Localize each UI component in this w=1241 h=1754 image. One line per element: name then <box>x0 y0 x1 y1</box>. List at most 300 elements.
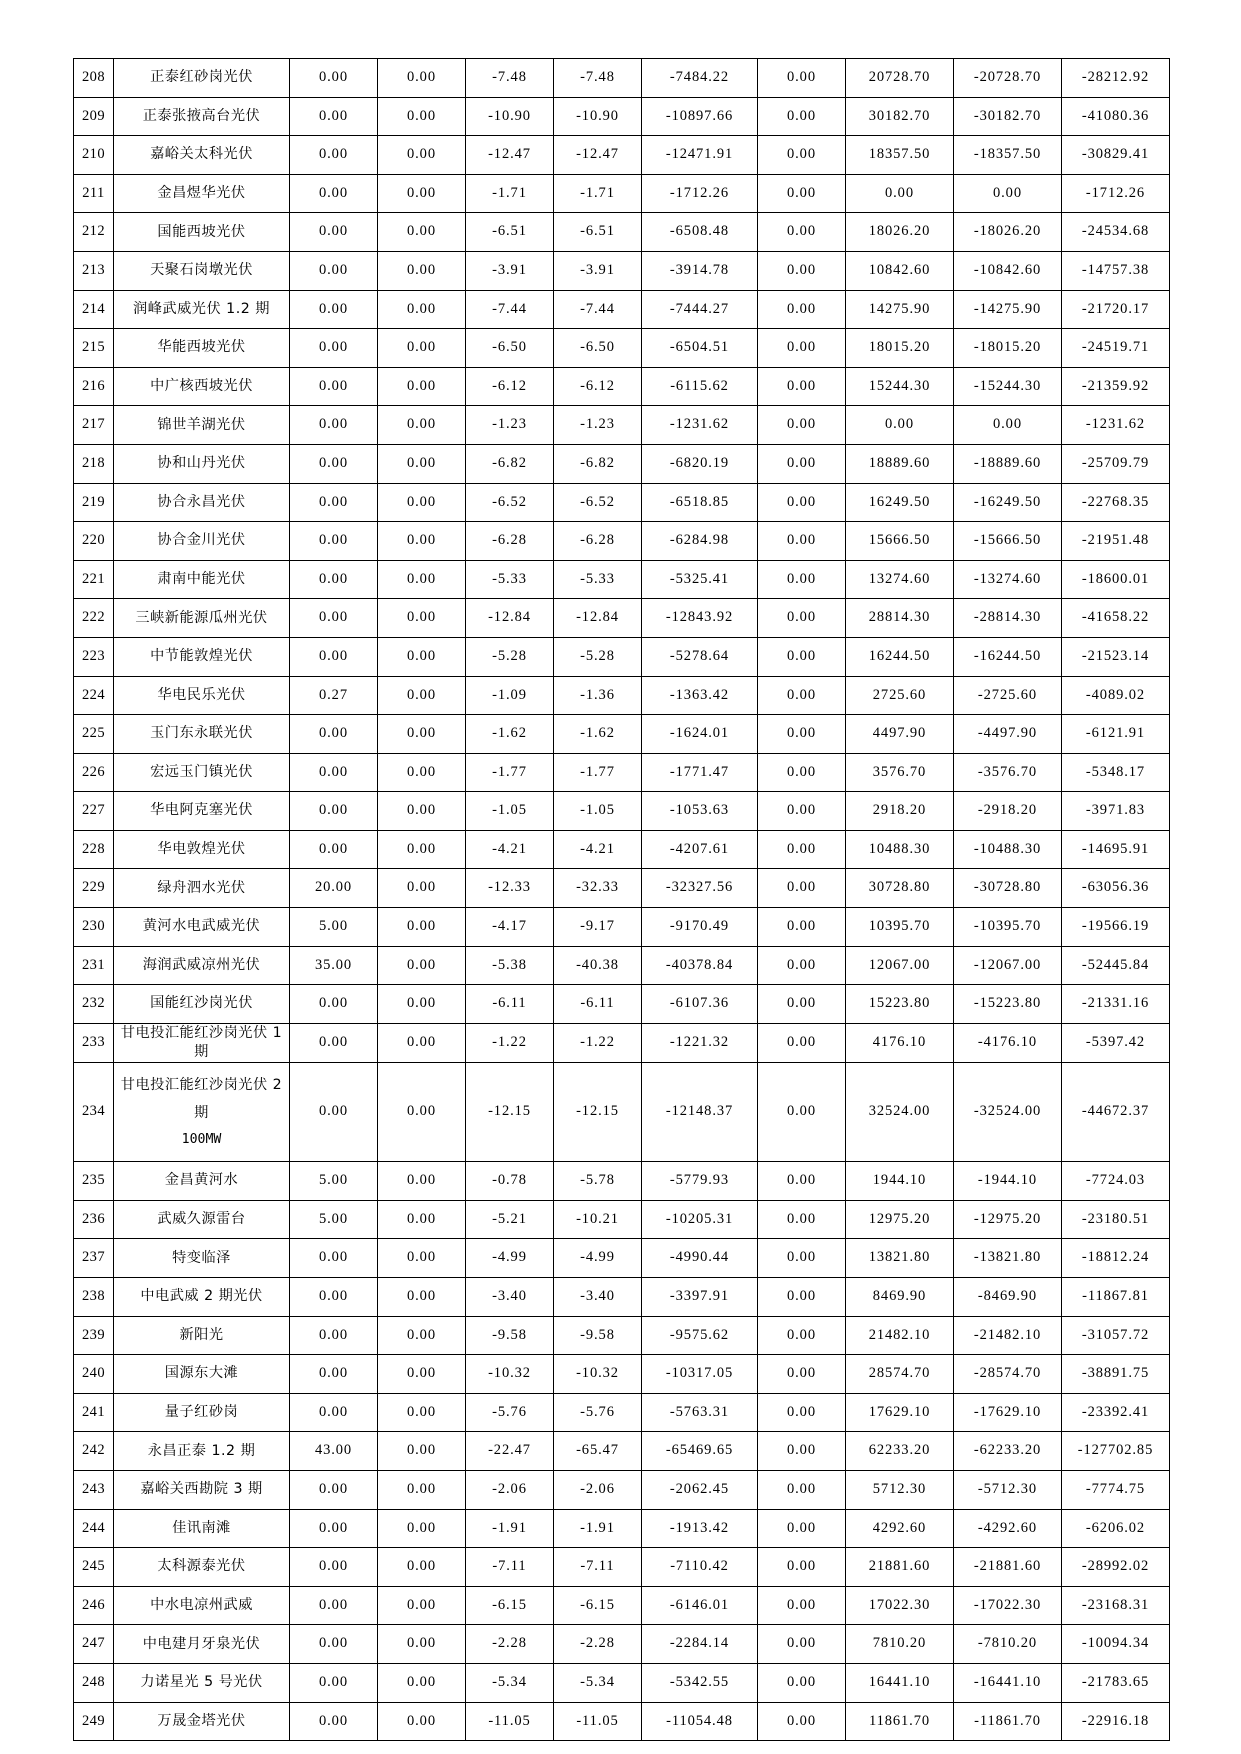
table-body <box>74 59 1170 1741</box>
value-cell-v2: 0.00 <box>378 367 466 406</box>
row-index-cell: 220 <box>74 522 114 561</box>
value-cell-v8: -30728.80 <box>954 869 1062 908</box>
value-cell-v4: -11.05 <box>554 1702 642 1741</box>
station-name-cell: 永昌正泰 1.2 期 <box>114 1432 290 1471</box>
station-name-cell: 金昌煜华光伏 <box>114 174 290 213</box>
value-cell-v1: 0.00 <box>290 715 378 754</box>
row-index-cell: 244 <box>74 1509 114 1548</box>
value-cell-v7: 2725.60 <box>846 676 954 715</box>
value-cell-v7: 15666.50 <box>846 522 954 561</box>
value-cell-v4: -10.21 <box>554 1200 642 1239</box>
value-cell-v7: 30728.80 <box>846 869 954 908</box>
value-cell-v3: -1.71 <box>466 174 554 213</box>
row-index-cell: 240 <box>74 1355 114 1394</box>
value-cell-v5: -2284.14 <box>642 1625 758 1664</box>
value-cell-v1: 20.00 <box>290 869 378 908</box>
value-cell-v5: -7484.22 <box>642 59 758 98</box>
row-index-cell: 236 <box>74 1200 114 1239</box>
value-cell-v2: 0.00 <box>378 1393 466 1432</box>
value-cell-v3: -12.47 <box>466 136 554 175</box>
value-cell-v1: 0.00 <box>290 1548 378 1587</box>
value-cell-v7: 7810.20 <box>846 1625 954 1664</box>
value-cell-v7: 13821.80 <box>846 1239 954 1278</box>
value-cell-v1: 0.00 <box>290 483 378 522</box>
value-cell-v7: 32524.00 <box>846 1063 954 1162</box>
value-cell-v2: 0.00 <box>378 1509 466 1548</box>
station-name-cell: 华电民乐光伏 <box>114 676 290 715</box>
table-row <box>74 830 1170 869</box>
value-cell-v3: -6.15 <box>466 1586 554 1625</box>
value-cell-v1: 0.00 <box>290 406 378 445</box>
row-index-cell: 247 <box>74 1625 114 1664</box>
value-cell-v9: -11867.81 <box>1062 1277 1170 1316</box>
value-cell-v1: 0.27 <box>290 676 378 715</box>
station-name-cell: 中电建月牙泉光伏 <box>114 1625 290 1664</box>
value-cell-v6: 0.00 <box>758 329 846 368</box>
value-cell-v5: -1913.42 <box>642 1509 758 1548</box>
table-row <box>74 560 1170 599</box>
value-cell-v9: -28212.92 <box>1062 59 1170 98</box>
table-row <box>74 1239 1170 1278</box>
value-cell-v3: -6.52 <box>466 483 554 522</box>
row-index-cell: 246 <box>74 1586 114 1625</box>
value-cell-v4: -1.23 <box>554 406 642 445</box>
value-cell-v6: 0.00 <box>758 213 846 252</box>
station-name-cell: 黄河水电武威光伏 <box>114 908 290 947</box>
table-row <box>74 1200 1170 1239</box>
value-cell-v6: 0.00 <box>758 136 846 175</box>
value-cell-v9: -21720.17 <box>1062 290 1170 329</box>
table-row <box>74 367 1170 406</box>
value-cell-v1: 0.00 <box>290 97 378 136</box>
value-cell-v1: 0.00 <box>290 1063 378 1162</box>
value-cell-v6: 0.00 <box>758 1200 846 1239</box>
value-cell-v6: 0.00 <box>758 59 846 98</box>
value-cell-v9: -14757.38 <box>1062 251 1170 290</box>
table-row <box>74 1162 1170 1201</box>
value-cell-v9: -31057.72 <box>1062 1316 1170 1355</box>
value-cell-v7: 4497.90 <box>846 715 954 754</box>
row-index-cell: 226 <box>74 753 114 792</box>
value-cell-v3: -1.91 <box>466 1509 554 1548</box>
value-cell-v5: -7110.42 <box>642 1548 758 1587</box>
value-cell-v8: -16244.50 <box>954 637 1062 676</box>
value-cell-v5: -1221.32 <box>642 1023 758 1062</box>
value-cell-v6: 0.00 <box>758 715 846 754</box>
value-cell-v9: -21359.92 <box>1062 367 1170 406</box>
value-cell-v4: -65.47 <box>554 1432 642 1471</box>
value-cell-v8: -17629.10 <box>954 1393 1062 1432</box>
value-cell-v8: -18015.20 <box>954 329 1062 368</box>
value-cell-v4: -10.32 <box>554 1355 642 1394</box>
value-cell-v1: 0.00 <box>290 637 378 676</box>
value-cell-v8: -4292.60 <box>954 1509 1062 1548</box>
value-cell-v8: -62233.20 <box>954 1432 1062 1471</box>
value-cell-v8: -18026.20 <box>954 213 1062 252</box>
value-cell-v6: 0.00 <box>758 1393 846 1432</box>
row-index-cell: 224 <box>74 676 114 715</box>
value-cell-v9: -21331.16 <box>1062 985 1170 1024</box>
value-cell-v9: -25709.79 <box>1062 444 1170 483</box>
value-cell-v8: -11861.70 <box>954 1702 1062 1741</box>
row-index-cell: 215 <box>74 329 114 368</box>
value-cell-v3: -5.28 <box>466 637 554 676</box>
value-cell-v1: 0.00 <box>290 1663 378 1702</box>
value-cell-v9: -23392.41 <box>1062 1393 1170 1432</box>
value-cell-v8: -3576.70 <box>954 753 1062 792</box>
table-row <box>74 406 1170 445</box>
value-cell-v9: -19566.19 <box>1062 908 1170 947</box>
value-cell-v4: -5.28 <box>554 637 642 676</box>
value-cell-v4: -9.58 <box>554 1316 642 1355</box>
value-cell-v2: 0.00 <box>378 1239 466 1278</box>
value-cell-v6: 0.00 <box>758 637 846 676</box>
value-cell-v4: -6.50 <box>554 329 642 368</box>
value-cell-v6: 0.00 <box>758 830 846 869</box>
value-cell-v3: -5.34 <box>466 1663 554 1702</box>
value-cell-v5: -1712.26 <box>642 174 758 213</box>
value-cell-v7: 16249.50 <box>846 483 954 522</box>
value-cell-v7: 4176.10 <box>846 1023 954 1062</box>
value-cell-v3: -10.32 <box>466 1355 554 1394</box>
station-name-cell: 新阳光 <box>114 1316 290 1355</box>
value-cell-v2: 0.00 <box>378 985 466 1024</box>
value-cell-v3: -4.99 <box>466 1239 554 1278</box>
value-cell-v8: -4497.90 <box>954 715 1062 754</box>
value-cell-v6: 0.00 <box>758 483 846 522</box>
value-cell-v3: -1.77 <box>466 753 554 792</box>
value-cell-v2: 0.00 <box>378 522 466 561</box>
value-cell-v6: 0.00 <box>758 251 846 290</box>
station-name-cell: 中电武威 2 期光伏 <box>114 1277 290 1316</box>
value-cell-v8: -1944.10 <box>954 1162 1062 1201</box>
value-cell-v2: 0.00 <box>378 637 466 676</box>
table-row <box>74 1316 1170 1355</box>
table-row <box>74 1432 1170 1471</box>
value-cell-v4: -9.17 <box>554 908 642 947</box>
table-row <box>74 599 1170 638</box>
station-name-cell: 国能红沙岗光伏 <box>114 985 290 1024</box>
table-row <box>74 329 1170 368</box>
value-cell-v6: 0.00 <box>758 367 846 406</box>
value-cell-v6: 0.00 <box>758 406 846 445</box>
station-name-cell: 协合金川光伏 <box>114 522 290 561</box>
value-cell-v3: -10.90 <box>466 97 554 136</box>
value-cell-v7: 15223.80 <box>846 985 954 1024</box>
station-name-cell: 天聚石岗墩光伏 <box>114 251 290 290</box>
value-cell-v7: 14275.90 <box>846 290 954 329</box>
value-cell-v1: 35.00 <box>290 946 378 985</box>
value-cell-v2: 0.00 <box>378 59 466 98</box>
value-cell-v4: -12.47 <box>554 136 642 175</box>
value-cell-v6: 0.00 <box>758 560 846 599</box>
value-cell-v1: 5.00 <box>290 1162 378 1201</box>
value-cell-v5: -6284.98 <box>642 522 758 561</box>
station-name-cell: 金昌黄河水 <box>114 1162 290 1201</box>
value-cell-v3: -0.78 <box>466 1162 554 1201</box>
value-cell-v6: 0.00 <box>758 1625 846 1664</box>
value-cell-v9: -1712.26 <box>1062 174 1170 213</box>
value-cell-v1: 5.00 <box>290 908 378 947</box>
value-cell-v6: 0.00 <box>758 1023 846 1062</box>
station-name-cell: 协和山丹光伏 <box>114 444 290 483</box>
value-cell-v8: -8469.90 <box>954 1277 1062 1316</box>
value-cell-v8: -28574.70 <box>954 1355 1062 1394</box>
station-name-cell <box>114 1063 290 1162</box>
row-index-cell: 213 <box>74 251 114 290</box>
value-cell-v3: -12.15 <box>466 1063 554 1162</box>
value-cell-v9: -127702.85 <box>1062 1432 1170 1471</box>
value-cell-v5: -6115.62 <box>642 367 758 406</box>
value-cell-v2: 0.00 <box>378 97 466 136</box>
value-cell-v1: 0.00 <box>290 1586 378 1625</box>
value-cell-v7: 10842.60 <box>846 251 954 290</box>
table-row <box>74 753 1170 792</box>
value-cell-v9: -7724.03 <box>1062 1162 1170 1201</box>
table-row <box>74 1063 1170 1162</box>
value-cell-v3: -9.58 <box>466 1316 554 1355</box>
table-row <box>74 1277 1170 1316</box>
value-cell-v6: 0.00 <box>758 1663 846 1702</box>
value-cell-v8: -17022.30 <box>954 1586 1062 1625</box>
table-row <box>74 1393 1170 1432</box>
value-cell-v6: 0.00 <box>758 676 846 715</box>
value-cell-v4: -12.84 <box>554 599 642 638</box>
value-cell-v5: -5278.64 <box>642 637 758 676</box>
value-cell-v8: -16249.50 <box>954 483 1062 522</box>
value-cell-v6: 0.00 <box>758 753 846 792</box>
value-cell-v8: -15244.30 <box>954 367 1062 406</box>
station-name-cell: 特变临泽 <box>114 1239 290 1278</box>
value-cell-v7: 16441.10 <box>846 1663 954 1702</box>
value-cell-v9: -22916.18 <box>1062 1702 1170 1741</box>
value-cell-v4: -40.38 <box>554 946 642 985</box>
value-cell-v2: 0.00 <box>378 1625 466 1664</box>
value-cell-v7: 11861.70 <box>846 1702 954 1741</box>
value-cell-v1: 43.00 <box>290 1432 378 1471</box>
row-index-cell: 237 <box>74 1239 114 1278</box>
value-cell-v2: 0.00 <box>378 213 466 252</box>
value-cell-v5: -12471.91 <box>642 136 758 175</box>
value-cell-v9: -38891.75 <box>1062 1355 1170 1394</box>
value-cell-v2: 0.00 <box>378 406 466 445</box>
value-cell-v7: 18015.20 <box>846 329 954 368</box>
value-cell-v4: -1.05 <box>554 792 642 831</box>
value-cell-v2: 0.00 <box>378 136 466 175</box>
value-cell-v5: -1771.47 <box>642 753 758 792</box>
value-cell-v2: 0.00 <box>378 483 466 522</box>
table-row <box>74 637 1170 676</box>
value-cell-v3: -1.62 <box>466 715 554 754</box>
value-cell-v9: -44672.37 <box>1062 1063 1170 1162</box>
table-row <box>74 1625 1170 1664</box>
value-cell-v7: 30182.70 <box>846 97 954 136</box>
row-index-cell: 223 <box>74 637 114 676</box>
value-cell-v5: -10205.31 <box>642 1200 758 1239</box>
value-cell-v5: -1231.62 <box>642 406 758 445</box>
value-cell-v7: 10488.30 <box>846 830 954 869</box>
table-row <box>74 792 1170 831</box>
row-index-cell: 245 <box>74 1548 114 1587</box>
value-cell-v1: 0.00 <box>290 59 378 98</box>
value-cell-v7: 0.00 <box>846 174 954 213</box>
value-cell-v5: -9170.49 <box>642 908 758 947</box>
value-cell-v1: 0.00 <box>290 1355 378 1394</box>
value-cell-v2: 0.00 <box>378 1316 466 1355</box>
value-cell-v6: 0.00 <box>758 290 846 329</box>
station-name-cell: 甘电投汇能红沙岗光伏 1 期 <box>114 1023 290 1062</box>
value-cell-v1: 0.00 <box>290 1625 378 1664</box>
value-cell-v5: -10317.05 <box>642 1355 758 1394</box>
value-cell-v7: 21881.60 <box>846 1548 954 1587</box>
row-index-cell: 234 <box>74 1063 114 1162</box>
value-cell-v2: 0.00 <box>378 1063 466 1162</box>
value-cell-v8: -13274.60 <box>954 560 1062 599</box>
station-name-cell: 海润武威凉州光伏 <box>114 946 290 985</box>
value-cell-v8: -13821.80 <box>954 1239 1062 1278</box>
value-cell-v7: 20728.70 <box>846 59 954 98</box>
value-cell-v4: -10.90 <box>554 97 642 136</box>
value-cell-v2: 0.00 <box>378 908 466 947</box>
station-name-cell: 协合永昌光伏 <box>114 483 290 522</box>
value-cell-v4: -12.15 <box>554 1063 642 1162</box>
value-cell-v8: -28814.30 <box>954 599 1062 638</box>
value-cell-v9: -3971.83 <box>1062 792 1170 831</box>
value-cell-v2: 0.00 <box>378 1432 466 1471</box>
value-cell-v6: 0.00 <box>758 908 846 947</box>
value-cell-v1: 0.00 <box>290 985 378 1024</box>
value-cell-v3: -5.21 <box>466 1200 554 1239</box>
table-row <box>74 946 1170 985</box>
value-cell-v4: -1.71 <box>554 174 642 213</box>
value-cell-v5: -65469.65 <box>642 1432 758 1471</box>
table-row <box>74 290 1170 329</box>
value-cell-v6: 0.00 <box>758 1548 846 1587</box>
table-row <box>74 908 1170 947</box>
station-name-cell: 嘉峪关太科光伏 <box>114 136 290 175</box>
value-cell-v3: -5.38 <box>466 946 554 985</box>
value-cell-v9: -21951.48 <box>1062 522 1170 561</box>
station-name-cell: 武威久源雷台 <box>114 1200 290 1239</box>
value-cell-v4: -1.62 <box>554 715 642 754</box>
value-cell-v4: -7.48 <box>554 59 642 98</box>
value-cell-v3: -2.28 <box>466 1625 554 1664</box>
value-cell-v4: -3.40 <box>554 1277 642 1316</box>
station-name-cell: 万晟金塔光伏 <box>114 1702 290 1741</box>
value-cell-v8: -10395.70 <box>954 908 1062 947</box>
station-name-cell: 润峰武威光伏 1.2 期 <box>114 290 290 329</box>
row-index-cell: 229 <box>74 869 114 908</box>
row-index-cell: 241 <box>74 1393 114 1432</box>
value-cell-v8: -10842.60 <box>954 251 1062 290</box>
value-cell-v8: 0.00 <box>954 174 1062 213</box>
value-cell-v2: 0.00 <box>378 1162 466 1201</box>
table-row <box>74 1023 1170 1062</box>
row-index-cell: 214 <box>74 290 114 329</box>
value-cell-v7: 1944.10 <box>846 1162 954 1201</box>
row-index-cell: 231 <box>74 946 114 985</box>
value-cell-v1: 0.00 <box>290 367 378 406</box>
value-cell-v9: -21783.65 <box>1062 1663 1170 1702</box>
value-cell-v8: -21482.10 <box>954 1316 1062 1355</box>
value-cell-v3: -6.28 <box>466 522 554 561</box>
value-cell-v7: 16244.50 <box>846 637 954 676</box>
row-index-cell: 210 <box>74 136 114 175</box>
value-cell-v6: 0.00 <box>758 1063 846 1162</box>
value-cell-v5: -5779.93 <box>642 1162 758 1201</box>
value-cell-v8: 0.00 <box>954 406 1062 445</box>
row-index-cell: 222 <box>74 599 114 638</box>
row-index-cell: 235 <box>74 1162 114 1201</box>
value-cell-v2: 0.00 <box>378 1277 466 1316</box>
value-cell-v5: -6820.19 <box>642 444 758 483</box>
value-cell-v1: 0.00 <box>290 1239 378 1278</box>
value-cell-v2: 0.00 <box>378 1663 466 1702</box>
value-cell-v6: 0.00 <box>758 792 846 831</box>
row-index-cell: 230 <box>74 908 114 947</box>
value-cell-v1: 0.00 <box>290 1702 378 1741</box>
value-cell-v2: 0.00 <box>378 792 466 831</box>
value-cell-v2: 0.00 <box>378 1200 466 1239</box>
value-cell-v1: 0.00 <box>290 599 378 638</box>
value-cell-v1: 0.00 <box>290 560 378 599</box>
value-cell-v5: -1624.01 <box>642 715 758 754</box>
value-cell-v7: 28814.30 <box>846 599 954 638</box>
value-cell-v4: -1.22 <box>554 1023 642 1062</box>
station-name-cell: 中广核西坡光伏 <box>114 367 290 406</box>
value-cell-v7: 15244.30 <box>846 367 954 406</box>
value-cell-v3: -12.84 <box>466 599 554 638</box>
row-index-cell: 212 <box>74 213 114 252</box>
value-cell-v8: -10488.30 <box>954 830 1062 869</box>
value-cell-v9: -18600.01 <box>1062 560 1170 599</box>
value-cell-v5: -6107.36 <box>642 985 758 1024</box>
value-cell-v9: -5397.42 <box>1062 1023 1170 1062</box>
table-row <box>74 1509 1170 1548</box>
value-cell-v3: -4.21 <box>466 830 554 869</box>
value-cell-v5: -11054.48 <box>642 1702 758 1741</box>
value-cell-v5: -2062.45 <box>642 1470 758 1509</box>
station-name-cell: 三峡新能源瓜州光伏 <box>114 599 290 638</box>
value-cell-v6: 0.00 <box>758 1162 846 1201</box>
value-cell-v2: 0.00 <box>378 676 466 715</box>
value-cell-v6: 0.00 <box>758 1355 846 1394</box>
value-cell-v6: 0.00 <box>758 1509 846 1548</box>
value-cell-v3: -6.82 <box>466 444 554 483</box>
value-cell-v1: 0.00 <box>290 290 378 329</box>
value-cell-v8: -12067.00 <box>954 946 1062 985</box>
value-cell-v4: -6.15 <box>554 1586 642 1625</box>
station-name-cell: 绿舟泗水光伏 <box>114 869 290 908</box>
value-cell-v7: 18889.60 <box>846 444 954 483</box>
value-cell-v8: -15223.80 <box>954 985 1062 1024</box>
value-cell-v6: 0.00 <box>758 946 846 985</box>
value-cell-v8: -7810.20 <box>954 1625 1062 1664</box>
value-cell-v3: -4.17 <box>466 908 554 947</box>
value-cell-v2: 0.00 <box>378 1548 466 1587</box>
row-index-cell: 218 <box>74 444 114 483</box>
value-cell-v7: 12067.00 <box>846 946 954 985</box>
value-cell-v7: 62233.20 <box>846 1432 954 1471</box>
row-index-cell: 221 <box>74 560 114 599</box>
value-cell-v8: -4176.10 <box>954 1023 1062 1062</box>
value-cell-v7: 3576.70 <box>846 753 954 792</box>
value-cell-v7: 21482.10 <box>846 1316 954 1355</box>
table-row <box>74 1355 1170 1394</box>
value-cell-v1: 0.00 <box>290 1023 378 1062</box>
station-name-cell: 锦世羊湖光伏 <box>114 406 290 445</box>
value-cell-v3: -7.11 <box>466 1548 554 1587</box>
